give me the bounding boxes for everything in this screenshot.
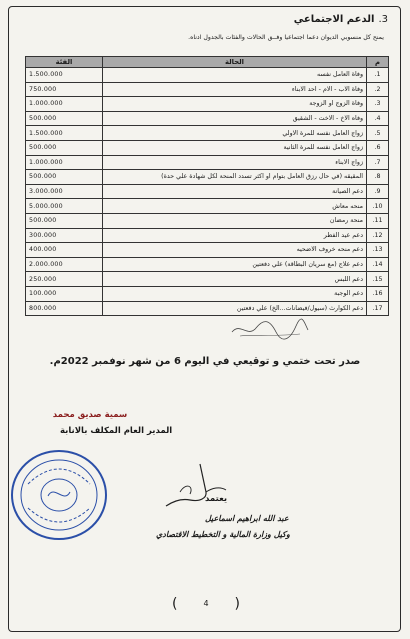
row-case: المقيقه (في حال رزق العامل بتوام او اكثر تسدد المنحة لكل شهادة علي حدة) — [103, 170, 367, 185]
table-row — [26, 301, 389, 316]
section-heading — [294, 14, 388, 25]
row-amount: 500.000 — [26, 111, 103, 126]
closing-statement: صدر تحت ختمي و توقيعي في اليوم 6 من شهر نوفمبر 2022م. — [49, 356, 361, 367]
row-index: 7. — [367, 155, 389, 170]
table-row — [26, 286, 389, 301]
row-index: 3. — [367, 97, 389, 112]
table-row — [26, 126, 389, 141]
row-index: 16. — [367, 286, 389, 301]
table-row — [26, 243, 389, 258]
row-amount: 100.000 — [26, 286, 103, 301]
row-amount: 800.000 — [26, 301, 103, 316]
page-number: 4 — [203, 599, 209, 608]
row-index: 6. — [367, 140, 389, 155]
row-case: دعم الصيانة — [103, 184, 367, 199]
row-index: 13. — [367, 243, 389, 258]
row-amount: 1.500.000 — [26, 68, 103, 83]
table-row — [26, 184, 389, 199]
table-row — [26, 213, 389, 228]
header-case: الحالة — [103, 57, 367, 68]
table-row — [26, 155, 389, 170]
row-index: 15. — [367, 272, 389, 287]
row-amount: 1.000.000 — [26, 155, 103, 170]
row-case: منحه معاش — [103, 199, 367, 214]
row-index: 1. — [367, 68, 389, 83]
footer-brace-right: ) — [234, 596, 240, 612]
row-case: دعم عيد الفطر — [103, 228, 367, 243]
section-title: الدعم الاجتماعي — [293, 14, 375, 25]
table-row — [26, 97, 389, 112]
row-amount: 2.000.000 — [26, 257, 103, 272]
table-row — [26, 272, 389, 287]
row-index: 14. — [367, 257, 389, 272]
director-name: سمية صديق محمد — [52, 410, 128, 420]
row-amount: 500.000 — [26, 170, 103, 185]
row-amount: 1.500.000 — [26, 126, 103, 141]
minister-signature-icon — [160, 462, 230, 512]
row-amount: 250.000 — [26, 272, 103, 287]
table-body — [26, 68, 389, 316]
row-amount: 300.000 — [26, 228, 103, 243]
row-index: 11. — [367, 213, 389, 228]
intro-paragraph: يمنح كل منسوبي الديوان دعما اجتماعيا وفــق الحالات والفئات بالجدول ادناه. — [188, 34, 384, 41]
row-case: دعم علاج (مع سريان البطاقة) علي دفعتين — [103, 257, 367, 272]
support-table — [25, 56, 389, 316]
header-amount: الفئة — [26, 57, 103, 68]
row-case: منحة رمضان — [103, 213, 367, 228]
section-number: 3. — [378, 14, 388, 25]
row-index: 9. — [367, 184, 389, 199]
row-case: وفاة الاب - الام - احد الابناء — [103, 82, 367, 97]
row-amount: 5.000.000 — [26, 199, 103, 214]
official-stamp-seal-icon — [8, 444, 110, 546]
table-row — [26, 111, 389, 126]
row-index: 2. — [367, 82, 389, 97]
row-case: زواج العامل نفسه للمرة الاولي — [103, 126, 367, 141]
row-amount: 3.000.000 — [26, 184, 103, 199]
row-case: دعم الكوارث (سيول/فيضانات...الخ) علي دفعتين — [103, 301, 367, 316]
table-row — [26, 68, 389, 83]
row-case: وفاة العامل نفسه — [103, 68, 367, 83]
row-amount: 500.000 — [26, 213, 103, 228]
table-row — [26, 257, 389, 272]
row-index: 5. — [367, 126, 389, 141]
header-index: م — [367, 57, 389, 68]
row-index: 8. — [367, 170, 389, 185]
approver-title: وكيل وزارة المالية و التخطيط الاقتصادي — [156, 530, 290, 539]
row-amount: 500.000 — [26, 140, 103, 155]
row-case: زواج الابناء — [103, 155, 367, 170]
table-row — [26, 82, 389, 97]
row-case: دعم الوجبة — [103, 286, 367, 301]
footer-brace-left: ( — [172, 596, 178, 612]
row-index: 12. — [367, 228, 389, 243]
approver-name: عبد الله ابراهيم اسماعيل — [205, 514, 289, 523]
handwritten-signature-icon — [230, 314, 310, 342]
table-row — [26, 199, 389, 214]
row-amount: 1.000.000 — [26, 97, 103, 112]
row-index: 17. — [367, 301, 389, 316]
table-header-row — [26, 57, 389, 68]
approval-label: يعتمد — [205, 494, 228, 504]
row-case: دعم منحه خروف الاضحيه — [103, 243, 367, 258]
row-case: دعم اللبس — [103, 272, 367, 287]
row-index: 10. — [367, 199, 389, 214]
row-amount: 750.000 — [26, 82, 103, 97]
row-case: وفاه الاخ - الاخت - الشقيق — [103, 111, 367, 126]
table-row — [26, 228, 389, 243]
row-index: 4. — [367, 111, 389, 126]
table-row — [26, 170, 389, 185]
row-amount: 400.000 — [26, 243, 103, 258]
table-row — [26, 140, 389, 155]
row-case: زواج العامل نفسه للمرة الثانية — [103, 140, 367, 155]
director-title: المدير العام المكلف بالانابة — [60, 426, 173, 436]
page-footer — [172, 590, 240, 620]
row-case: وفاة الزوج او الزوجة — [103, 97, 367, 112]
